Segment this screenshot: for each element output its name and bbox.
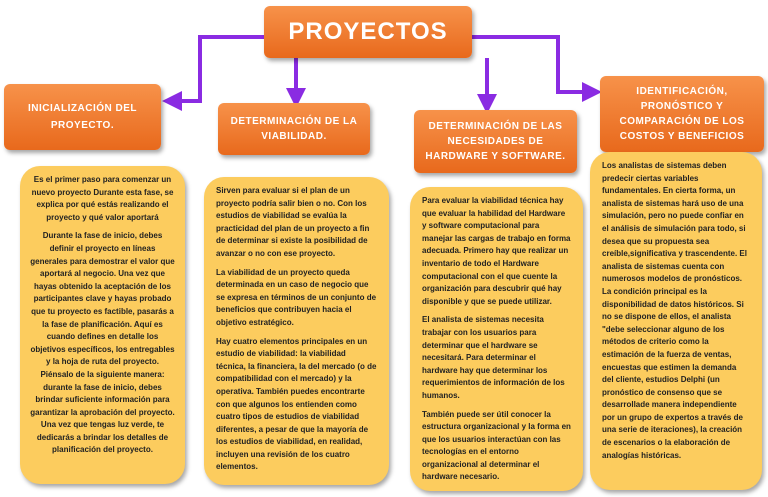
card-paragraph: Es el primer paso para comenzar un nuevo proyecto Durante esta fase, se explica por qué estás realizando el proyecto y qué valor aportará	[31, 175, 174, 222]
main-title: PROYECTOS	[264, 6, 472, 58]
card-costs-benefits	[590, 152, 762, 490]
connector-to-costs	[472, 37, 592, 92]
card-paragraph: Hay cuatro elementos principales en un estudio de viabilidad: la viabilidad técnica, la financiera, la del mercado (o de compatibilidad con el mercado) y la operativa. También puedes encontrarte con que algunos los entienden como cuatro tipos de estudios de viabilidad diferentes, a pesar de que la mayoría de los estudios de viabilidad, en realidad, incluyen una revisión de los cuatro elementos.	[216, 336, 377, 472]
card-paragraph: El analista de sistemas necesita trabajar con los usuarios para determinar que el hardware se necesitará. Para determinar el hardware hay que determinar los requerimientos de información de los humanos.	[422, 315, 565, 400]
card-paragraph: Sirven para evaluar si el plan de un proyecto podría salir bien o no. Con los estudios de viabilidad se evalúa la practicidad del plan de un proyecto a fin de determinar si existe la posibilidad de avanzar o no con ese proyecto.	[216, 186, 370, 258]
card-paragraph: La viabilidad de un proyecto queda determinada en un caso de negocio que se expresa en términos de un conjunto de beneficios que contribuyen hacia el objetivo estratégico.	[216, 267, 377, 327]
heading-hardware-software: DETERMINACIÓN DE LAS NECESIDADES DE HARDWARE Y SOFTWARE.	[414, 110, 577, 173]
heading-costs-benefits: IDENTIFICACIÓN, PRONÓSTICO Y COMPARACIÓN DE LOS COSTOS Y BENEFICIOS	[600, 76, 764, 152]
card-paragraph: Los analistas de sistemas deben predecir ciertas variables fundamentales. En cierta forma, un analista de sistemas hará uso de una simulación, pero no puede confiar en el análisis de simulación para todo, si desea que su propuesta sea creíble,significativa y trascendente. El analista de sistemas cuenta con numerosos modelos de pronósticos. La condición principal es la disponibilidad de datos históricos. Si no se dispone de ellos, el analista "debe seleccionar alguno de los métodos de criterio como la estimación de la fuerza de ventas, encuestas que estimen la demanda del cliente, estudios Delphi (un pronóstico de consenso que se desarrollade manera independiente por un grupo de expertos a través de una serie de iteraciones), la creación de escenarios o la elaboración de analogías históricas.	[602, 161, 747, 460]
connector-to-initialization	[172, 37, 264, 101]
card-paragraph: Para evaluar la viabilidad técnica hay que evaluar la habilidad del Hardware y software computacional para manejar las cargas de trabajo en forma adecuada. Primero hay que realizar un inventario de todo el Hardware computacional con el que cuente la organización para descubrir qué hay disponible y que se puede utilizar.	[422, 196, 571, 306]
card-paragraph: También puede ser útil conocer la estructura organizacional y la forma en que los usuarios interactúan con las tecnologías en el entorno organizacional al determinar el hardware necesario.	[422, 409, 571, 482]
heading-feasibility: DETERMINACIÓN DE LA VIABILIDAD.	[218, 103, 370, 155]
card-hardware-software	[410, 187, 583, 491]
card-feasibility	[204, 177, 389, 485]
card-paragraph: Durante la fase de inicio, debes definir el proyecto en líneas generales para demostrar el valor que aportará al negocio. Una vez que hayas obtenido la aceptación de los participantes clave y hayas probado que tu proyecto es factible, pasarás a la fase de planificación. Aquí es cuando defines en detalle los objetivos específicos, los entregables y la hoja de ruta del proyecto. Piénsalo de la siguiente manera: durante la fase de inicio, debes brindar suficiente información para garantizar la aprobación del proyecto. Una vez que tengas luz verde, te dedicarás a brindar los detalles de planificación del proyecto.	[30, 231, 175, 455]
heading-initialization: INICIALIZACIÓN DEL PROYECTO.	[4, 84, 161, 150]
card-initialization	[20, 166, 185, 484]
